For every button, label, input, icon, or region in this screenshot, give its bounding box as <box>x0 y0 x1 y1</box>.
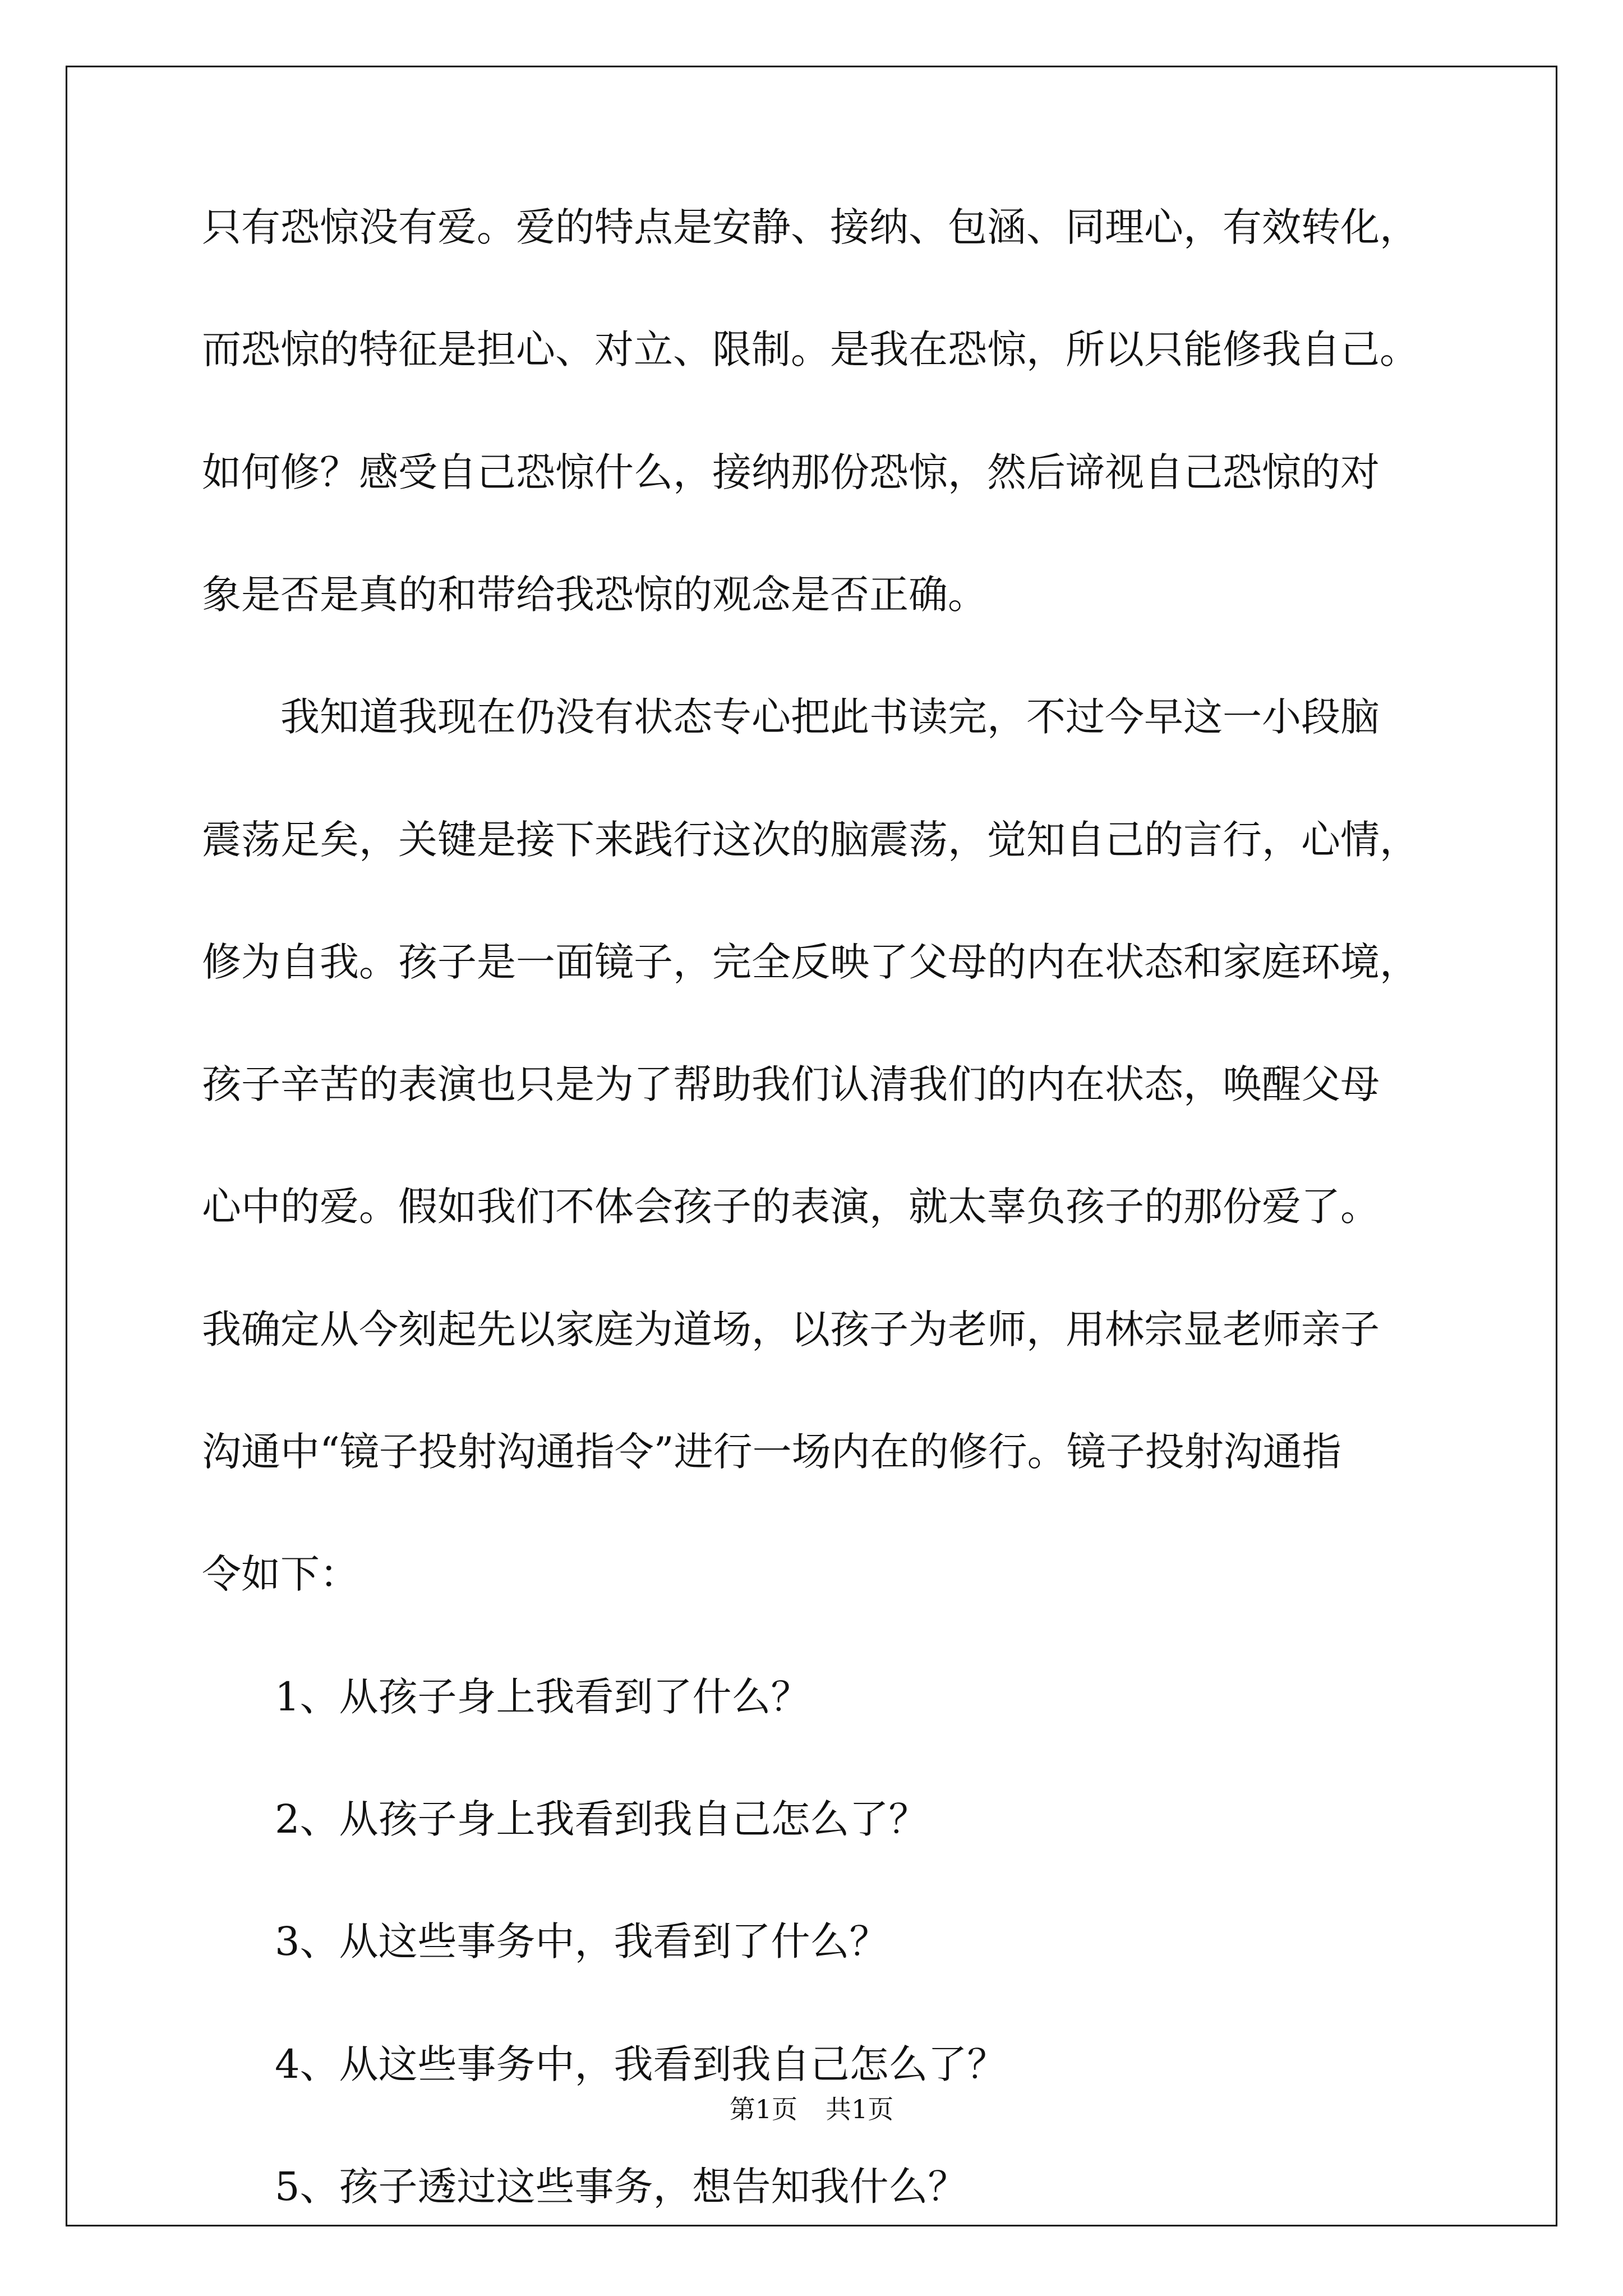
text-line: 震荡足矣，关键是接下来践行这次的脑震荡，觉知自己的言行，心情， <box>202 817 1419 863</box>
text-line: 象是否是真的和带给我恐惊的观念是否正确。 <box>202 572 987 618</box>
text-line: 我确定从今刻起先以家庭为道场，以孩子为老师，用林宗显老师亲子 <box>202 1306 1380 1352</box>
text-line: 如何修？感受自己恐惊什么，接纳那份恐惊，然后谛视自己恐惊的对 <box>202 449 1380 495</box>
list-item: 1、从孩子身上我看到了什么？ <box>275 1674 810 1720</box>
list-item: 4、从这些事务中，我看到我自己怎么了？ <box>275 2041 1007 2087</box>
page-footer <box>0 2092 1623 2126</box>
page-total: 共1页 <box>826 2094 894 2124</box>
text-line: 心中的爱。假如我们不体会孩子的表演，就太辜负孩子的那份爱了。 <box>202 1184 1380 1230</box>
list-item: 3、从这些事务中，我看到了什么？ <box>275 1918 889 1964</box>
text-line: 沟通中“镜子投射沟通指令”进行一场内在的修行。镜子投射沟通指 <box>202 1429 1341 1475</box>
list-item: 5、孩子透过这些事务，想告知我什么？ <box>275 2164 967 2210</box>
text-line: 我知道我现在仍没有状态专心把此书读完，不过今早这一小段脑 <box>280 694 1380 740</box>
text-line: 只有恐惊没有爱。爱的特点是安静、接纳、包涵、同理心，有效转化， <box>202 204 1419 250</box>
text-line: 而恐惊的特征是担心、对立、限制。是我在恐惊，所以只能修我自己。 <box>202 326 1419 372</box>
page-border <box>66 66 1557 2226</box>
text-line: 令如下： <box>202 1551 359 1597</box>
page-number: 第1页 <box>729 2094 797 2124</box>
text-line: 孩子辛苦的表演也只是为了帮助我们认清我们的内在状态，唤醒父母 <box>202 1061 1380 1107</box>
list-item: 2、从孩子身上我看到我自己怎么了？ <box>275 1796 928 1842</box>
text-line: 修为自我。孩子是一面镜子，完全反映了父母的内在状态和家庭环境， <box>202 939 1419 985</box>
